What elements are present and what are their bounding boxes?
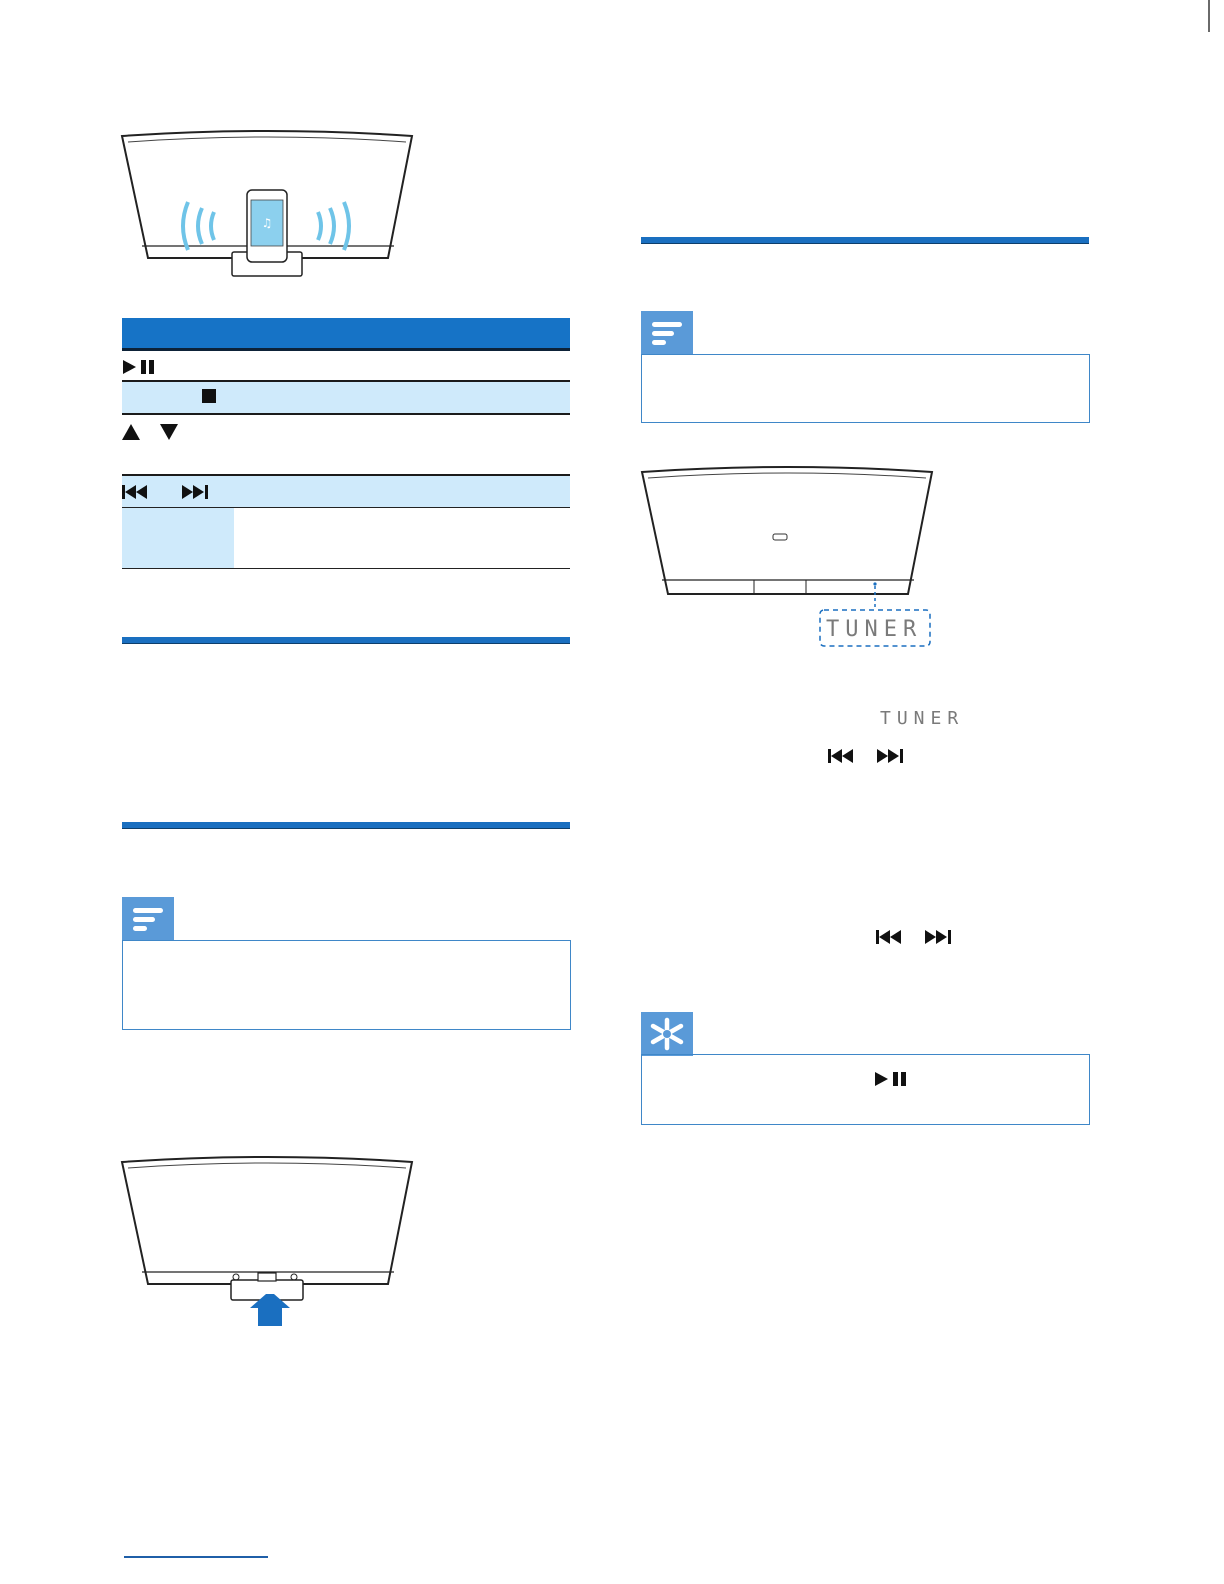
section-rule-right: [641, 237, 1089, 244]
up-down-icon: [122, 423, 182, 441]
page-edge-marker: [1208, 0, 1210, 32]
table-row-play-pause: [122, 351, 570, 382]
table-row-sub: [122, 508, 570, 569]
prev-next-icon: [828, 748, 908, 769]
table-row-up-down: [122, 415, 570, 476]
note-box-left: [122, 940, 571, 1030]
note-box-right: [641, 354, 1090, 423]
controls-table: [122, 318, 570, 569]
prev-next-icon: [122, 484, 222, 500]
tuner-display: TUNER: [826, 617, 923, 642]
svg-text:♫: ♫: [261, 216, 273, 230]
table-row-prev-next: [122, 476, 570, 508]
section-rule-left-2: [122, 822, 570, 829]
prev-next-icon: [876, 929, 956, 950]
note-icon: [122, 897, 174, 941]
play-pause-icon: [122, 359, 158, 375]
dock-speaker-illustration: [118, 128, 418, 283]
tip-icon: [641, 1012, 693, 1056]
table-row-stop: [122, 382, 570, 415]
table-sub-cell: [122, 508, 234, 568]
stop-icon: [202, 389, 216, 403]
section-rule-left-1: [122, 637, 570, 644]
play-pause-icon: [874, 1071, 910, 1092]
inline-tuner-display: TUNER: [880, 708, 965, 729]
usb-speaker-illustration: [118, 1154, 418, 1326]
table-header: [122, 318, 570, 351]
note-icon: [641, 311, 693, 355]
tip-box: [641, 1054, 1090, 1125]
footer-rule: [124, 1556, 268, 1558]
